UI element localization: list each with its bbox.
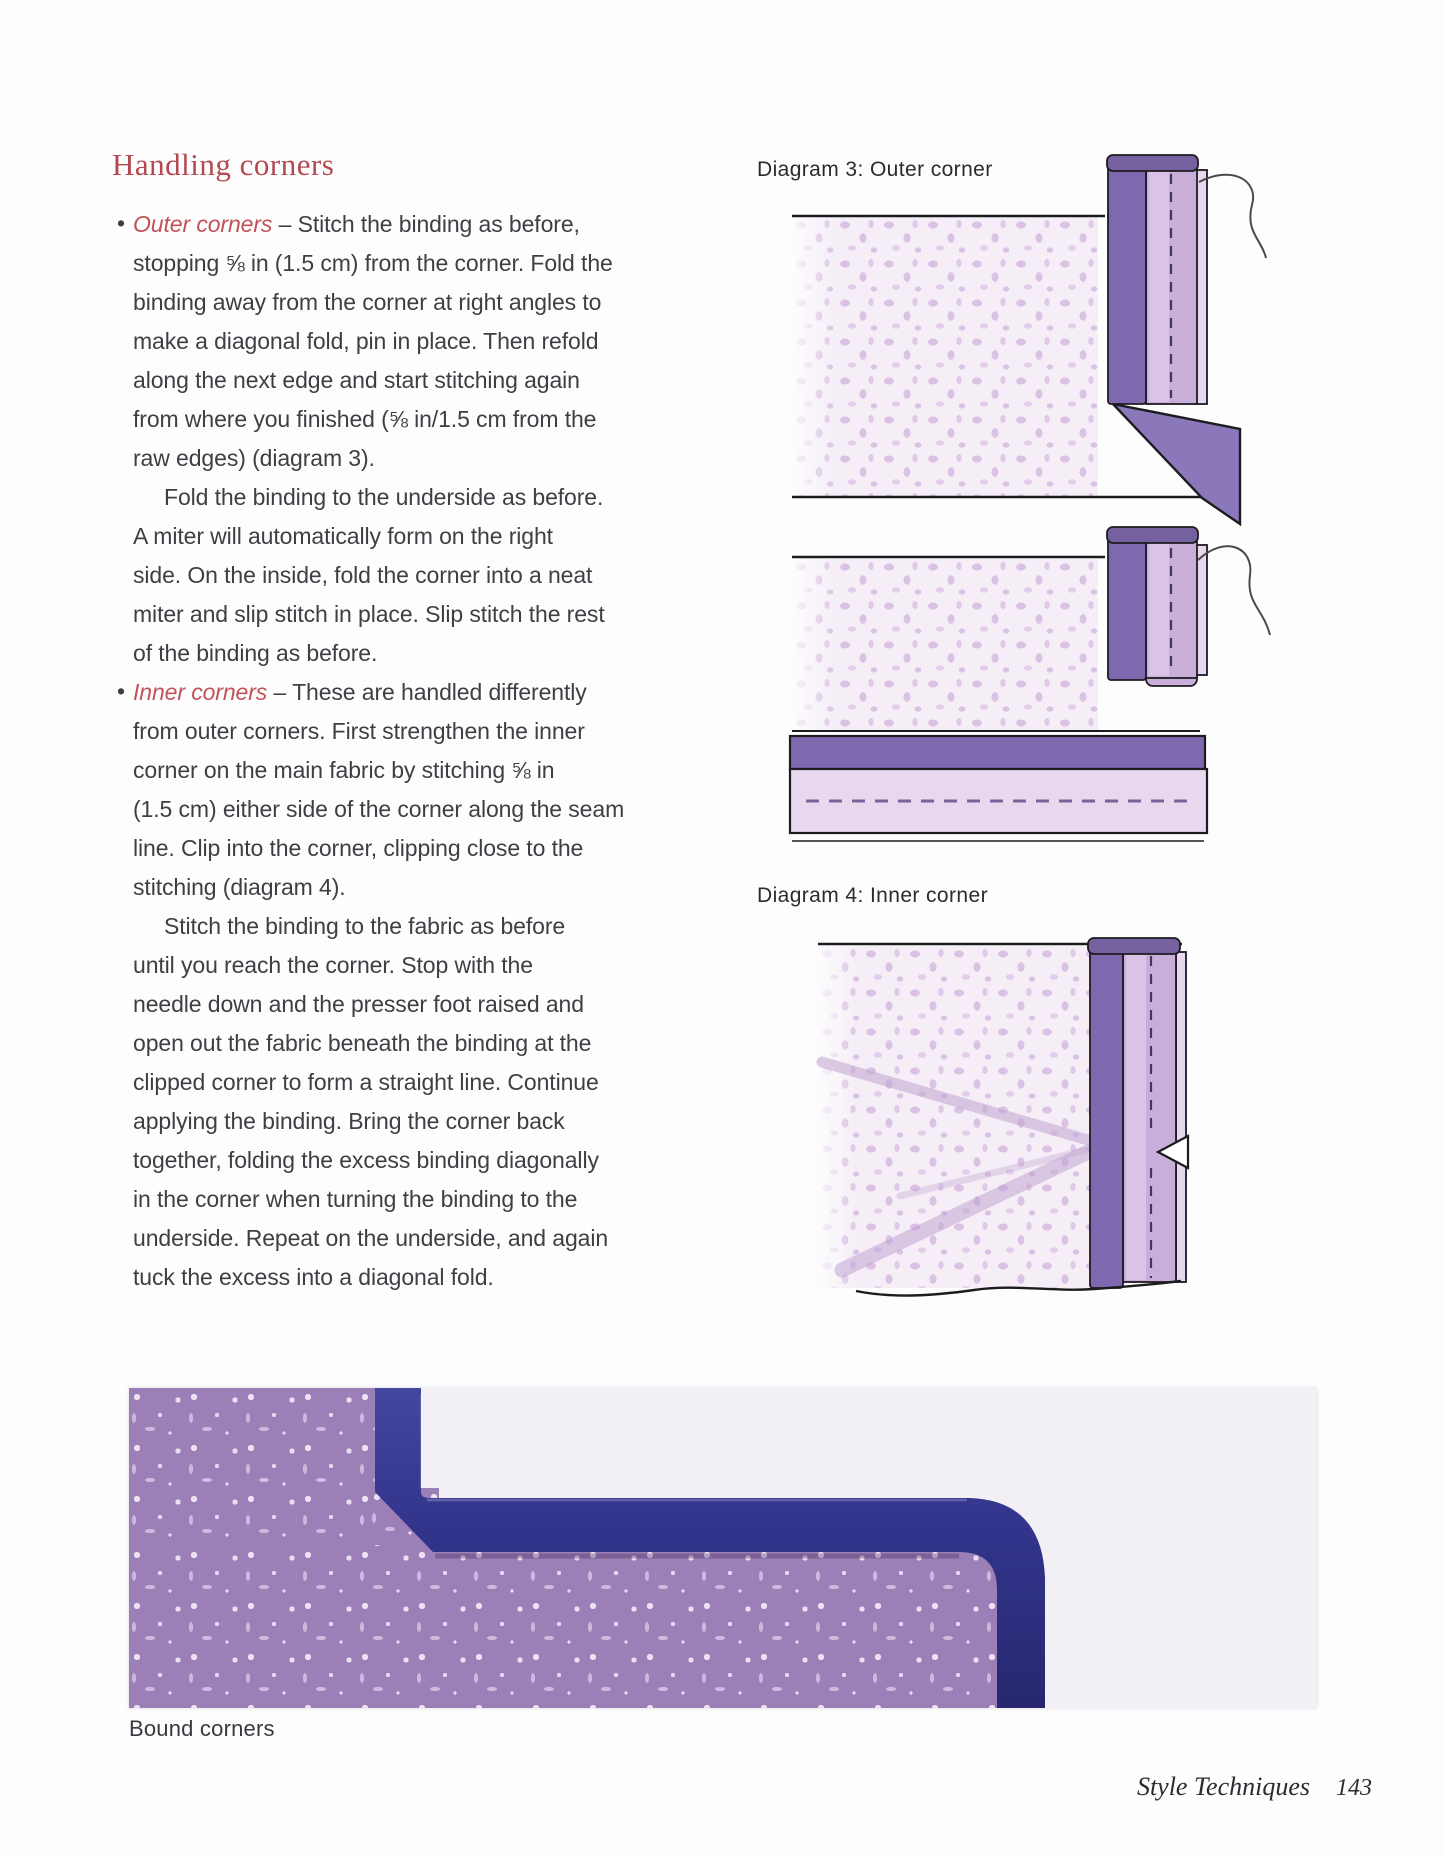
text-line: tuck the excess into a diagonal fold. (133, 1264, 494, 1290)
text-line: clipped corner to form a straight line. Continue (133, 1069, 599, 1095)
page-number: 143 (1336, 1775, 1372, 1801)
paragraph-stitch-first: Stitch the binding to the fabric as before (164, 913, 566, 939)
text-line: until you reach the corner. Stop with the (133, 952, 533, 978)
binding-dark-band (1090, 947, 1123, 1288)
fabric-raw-edge (1195, 545, 1207, 675)
text-line: applying the binding. Bring the corner back (133, 1108, 565, 1134)
binding-light-band (1146, 166, 1197, 404)
binding-dark-band (1108, 532, 1146, 680)
text-line: corner on the main fabric by stitching ⅝ in (133, 757, 555, 783)
binding-top-curl (1107, 527, 1198, 543)
turned-binding-band (790, 736, 1205, 769)
diagram3-binding-strip (1107, 155, 1207, 404)
section-heading: Handling corners (112, 147, 335, 182)
text-line: together, folding the excess binding diagonally (133, 1147, 599, 1173)
bullet-first-text: Stitch the binding as before, (297, 211, 580, 237)
binding-highlight (1149, 168, 1169, 402)
binding-top-curl (1088, 938, 1180, 954)
navy-binding (375, 1388, 1045, 1708)
paragraph-stitch-lines (112, 946, 652, 1297)
text-line: from where you finished (⅝ in/1.5 cm from the (133, 406, 597, 432)
page-footer (1137, 1772, 1372, 1802)
fabric-raw-edge (1176, 952, 1186, 1282)
binding-light-band (1123, 947, 1176, 1282)
bullet-inner-lines (112, 712, 652, 907)
paragraph-fold-lines (112, 517, 652, 673)
diagram3-bottom-fabric (792, 559, 1098, 730)
loose-thread (1198, 546, 1270, 635)
bullet-first-text: These are handled differently (292, 679, 587, 705)
bullet-label-outer: Outer corners (133, 211, 273, 237)
diagram3b-binding-strip (1107, 527, 1207, 686)
diagram4-label: Diagram 4: Inner corner (757, 884, 988, 907)
text-line: underside. Repeat on the underside, and again (133, 1225, 609, 1251)
dash-separator: – (267, 679, 293, 705)
binding-dark-band (1108, 160, 1146, 404)
body-text-column (112, 205, 652, 1297)
binding-highlight (1126, 949, 1146, 1280)
binding-bottom-curl (1146, 672, 1197, 686)
text-line: miter and slip stitch in place. Slip stitch the rest (133, 601, 605, 627)
paragraph-fold-first: Fold the binding to the underside as before. (164, 484, 604, 510)
binding-top-curl (1107, 155, 1198, 171)
fabric-raw-edge (1195, 170, 1207, 404)
text-line: line. Clip into the corner, clipping close to the (133, 835, 584, 861)
underside-fabric-band (790, 769, 1207, 833)
binding-light-band (1146, 538, 1197, 678)
text-line: raw edges) (diagram 3). (133, 445, 375, 471)
text-line: stitching (diagram 4). (133, 874, 346, 900)
text-line: from outer corners. First strengthen the inner (133, 718, 585, 744)
binding-highlight (1149, 540, 1169, 676)
text-line: along the next edge and start stitching again (133, 367, 580, 393)
bullet-outer-corners (112, 205, 652, 244)
clipped-corner-notch (1158, 1136, 1188, 1168)
photo-caption: Bound corners (129, 1716, 275, 1741)
diagram4-binding-strip (1088, 938, 1188, 1288)
text-line: A miter will automatically form on the right (133, 523, 553, 549)
bound-corners-photo (129, 1388, 1317, 1708)
text-line: make a diagonal fold, pin in place. Then refold (133, 328, 599, 354)
running-footer-title: Style Techniques (1136, 1772, 1310, 1801)
diagram4-fabric (818, 946, 1092, 1288)
text-line: side. On the inside, fold the corner into a neat (133, 562, 593, 588)
bullet-label-inner: Inner corners (133, 679, 268, 705)
bullet-dot: • (117, 678, 125, 704)
text-line: needle down and the presser foot raised and (133, 991, 584, 1017)
bullet-outer-lines (112, 244, 652, 478)
text-line: stopping ⅝ in (1.5 cm) from the corner. Fold the (133, 250, 613, 276)
diagram3-top-fabric (792, 217, 1098, 497)
binding-diagonal-fold (1113, 404, 1240, 524)
bullet-dot: • (117, 210, 125, 236)
text-line: in the corner when turning the binding to the (133, 1186, 578, 1212)
diagram3-label: Diagram 3: Outer corner (757, 158, 993, 181)
dash-separator: – (272, 211, 298, 237)
text-line: open out the fabric beneath the binding at the (133, 1030, 592, 1056)
text-line: of the binding as before. (133, 640, 378, 666)
bullet-inner-corners (112, 673, 652, 712)
loose-thread (1199, 175, 1266, 258)
navy-binding-art (129, 1388, 1317, 1708)
text-line: binding away from the corner at right angles to (133, 289, 602, 315)
text-line: (1.5 cm) either side of the corner along the seam (133, 796, 625, 822)
